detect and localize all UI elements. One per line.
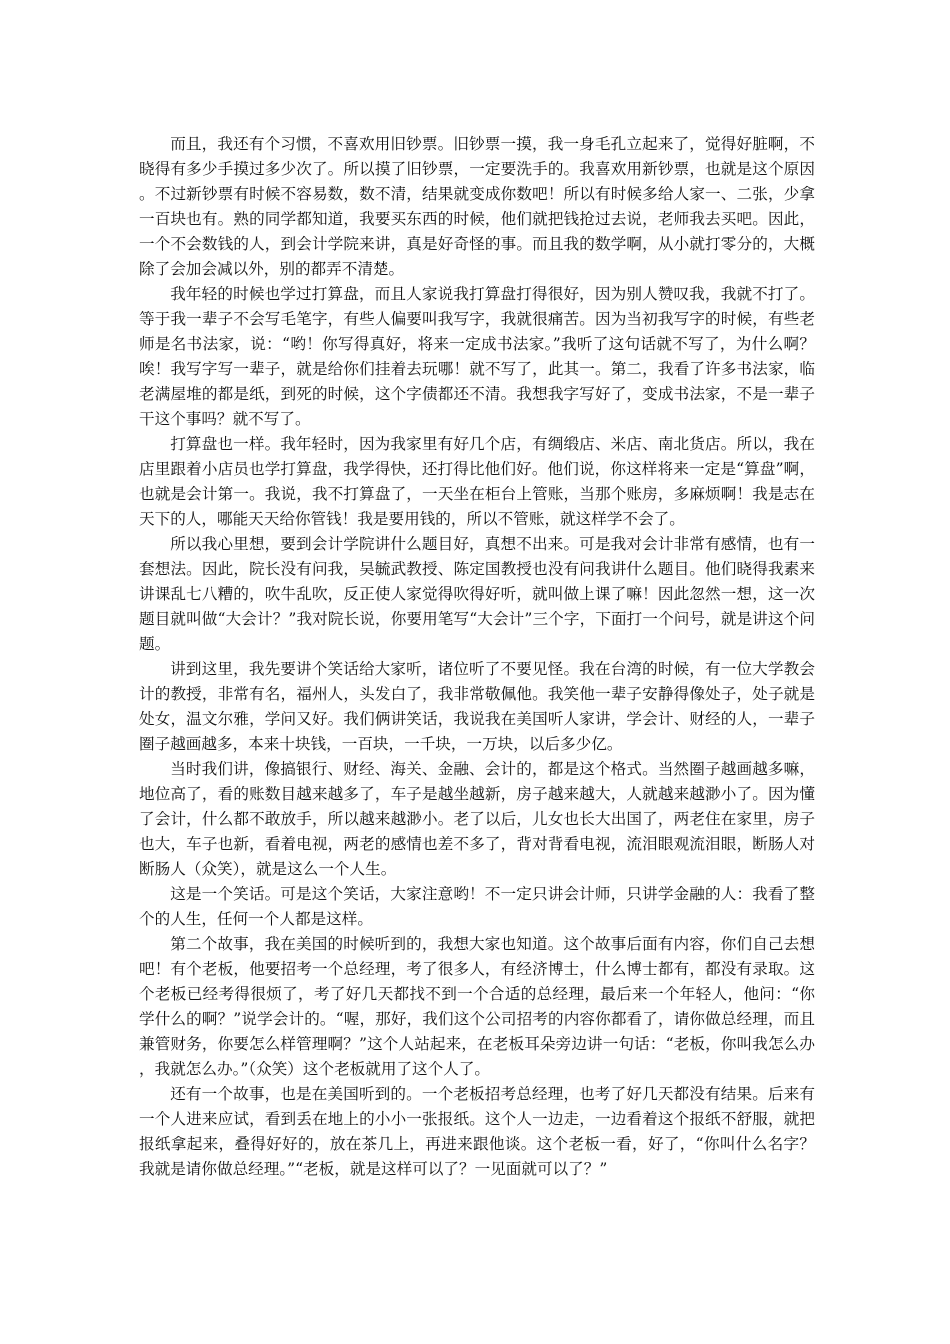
paragraph-8: 第二个故事，我在美国的时候听到的，我想大家也知道。这个故事后面有内容，你们自己去想吧！有个老板，他要招考一个总经理，考了很多人，有经济博士，什么博士都有，都没有录取。这个老板已经考得很烦了，考了好几天都找不到一个合适的总经理，最后来一个年轻人，他问：“你学什么的啊？”说学会计的。“喔，那好，我们这个公司招考的内容你都看了，请你做总经理，而且兼管财务，你要怎么样管理啊？”这个人站起来，在老板耳朵旁边讲一句话：“老板，你叫我怎么办，我就怎么办。”（众笑）这个老板就用了这个人了。 [139, 935, 815, 1078]
paragraph-6: 当时我们讲，像搞银行、财经、海关、金融、会计的，都是这个格式。当然圈子越画越多嘛，地位高了，看的账数目越来越多了，车子是越坐越新，房子越来越大，人就越来越渺小了。因为懂了会计，什么都不敢放手，所以越来越渺小。老了以后，儿女也长大出国了，两老住在家里，房子也大，车子也新，看着电视，两老的感情也差不多了，背对背看电视，流泪眼观流泪眼，断肠人对断肠人（众笑），就是这么一个人生。 [139, 760, 815, 878]
paragraph-7: 这是一个笑话。可是这个笑话，大家注意哟！不一定只讲会计师，只讲学金融的人：我看了整个的人生，任何一个人都是这样。 [139, 885, 815, 928]
paragraph-1: 而且，我还有个习惯，不喜欢用旧钞票。旧钞票一摸，我一身毛孔立起来了，觉得好脏啊，不晓得有多少手摸过多少次了。所以摸了旧钞票，一定要洗手的。我喜欢用新钞票，也就是这个原因。不过新钞票有时候不容易数，数不清，结果就变成你数吧！所以有时候多给人家一、二张，少拿一百块也有。熟的同学都知道，我要买东西的时候，他们就把钱抢过去说，老师我去买吧。因此，一个不会数钱的人，到会计学院来讲，真是好奇怪的事。而且我的数学啊，从小就打零分的，大概除了会加会减以外，别的都弄不清楚。 [139, 135, 815, 278]
paragraph-2: 我年轻的时候也学过打算盘，而且人家说我打算盘打得很好，因为别人赞叹我，我就不打了。等于我一辈子不会写毛笔字，有些人偏要叫我写字，我就很痛苦。因为当初我写字的时候，有些老师是名书法家，说：“哟！你写得真好，将来一定成书法家。”我听了这句话就不写了，为什么啊？唉！我写字写一辈子，就是给你们挂着去玩哪！就不写了，此其一。第二，我看了许多书法家，临老满屋堆的都是纸，到死的时候，这个字债都还不清。我想我字写好了，变成书法家，不是一辈子干这个事吗？就不写了。 [139, 285, 815, 428]
paragraph-9: 还有一个故事，也是在美国听到的。一个老板招考总经理，也考了好几天都没有结果。后来有一个人进来应试，看到丢在地上的小小一张报纸。这个人一边走，一边看着这个报纸不舒服，就把报纸拿起来，叠得好好的，放在茶几上，再进来跟他谈。这个老板一看，好了，“你叫什么名字？我就是请你做总经理。”“老板，就是这样可以了？一见面就可以了？” [139, 1085, 815, 1178]
paragraph-4: 所以我心里想，要到会计学院讲什么题目好，真想不出来。可是我对会计非常有感情，也有一套想法。因此，院长没有问我，吴毓武教授、陈定国教授也没有问我讲什么题目。他们晓得我素来讲课乱七八糟的，吹牛乱吹，反正使人家觉得吹得好听，就叫做上课了嘛！因此忽然一想，这一次题目就叫做“大会计？”我对院长说，你要用笔写“大会计”三个字，下面打一个问号，就是讲这个问题。 [139, 535, 815, 653]
paragraph-5: 讲到这里，我先要讲个笑话给大家听，诸位听了不要见怪。我在台湾的时候，有一位大学教会计的教授，非常有名，福州人，头发白了，我非常敬佩他。我笑他一辈子安静得像处子，处子就是处女，温文尔雅，学问又好。我们俩讲笑话，我说我在美国听人家讲，学会计、财经的人，一辈子圈子越画越多，本来十块钱，一百块，一千块，一万块，以后多少亿。 [139, 660, 815, 753]
paragraph-3: 打算盘也一样。我年轻时，因为我家里有好几个店，有绸缎店、米店、南北货店。所以，我在店里跟着小店员也学打算盘，我学得快，还打得比他们好。他们说，你这样将来一定是“算盘”啊，也就是会计第一。我说，我不打算盘了，一天坐在柜台上管账，当那个账房，多麻烦啊！我是志在天下的人，哪能天天给你管钱！我是要用钱的，所以不管账，就这样学不会了。 [139, 435, 815, 528]
document-page [139, 132, 815, 1182]
